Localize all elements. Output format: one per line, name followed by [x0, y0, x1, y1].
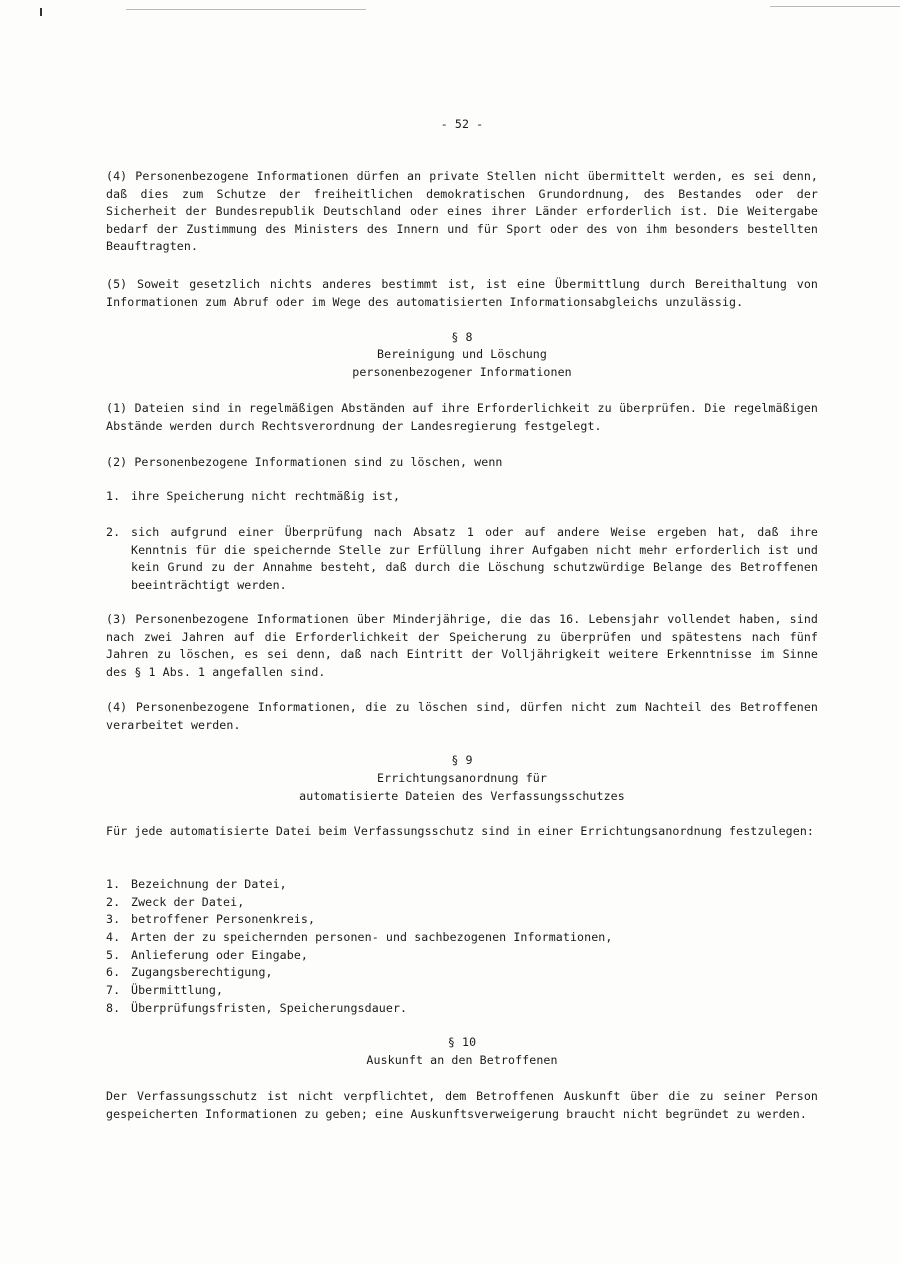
section-8-paragraph-2: (2) Personenbezogene Informationen sind zu löschen, wenn	[106, 455, 503, 469]
section-9-list-item	[106, 876, 818, 894]
section-8-title-line-1: Bereinigung und Löschung	[377, 347, 547, 361]
section-9-list-item	[106, 964, 818, 982]
section-8-paragraph-1: (1) Dateien sind in regelmäßigen Abständen auf ihre Erforderlichkeit zu überprüfen. Die regelmäßigen Abstände werden durch Rechtsverordnung der Landesregierung festgelegt.	[106, 401, 818, 433]
page-number: - 52 -	[440, 117, 484, 131]
list-item-text: Zugangsberechtigung,	[131, 965, 273, 980]
scan-edge-line	[126, 9, 366, 10]
list-item-number: 2.	[106, 525, 121, 539]
list-item-number: 8.	[106, 1000, 121, 1015]
list-item-text: betroffener Personenkreis,	[131, 912, 316, 927]
list-item-text: Übermittlung,	[131, 983, 224, 998]
section-9-title-line-1: Errichtungsanordnung für	[377, 771, 547, 785]
section-9-list-item	[106, 911, 818, 929]
list-item-text: Überprüfungsfristen, Speicherungsdauer.	[131, 1000, 408, 1015]
section-9-list-item	[106, 929, 818, 947]
section-9-list-item	[106, 947, 818, 965]
section-9-number: § 9	[451, 753, 473, 767]
list-item-number: 1.	[106, 877, 121, 891]
section-8-title-line-2: personenbezogener Informationen	[352, 365, 572, 379]
list-item-number: 2.	[106, 894, 121, 909]
list-item-text: Zweck der Datei,	[131, 894, 245, 909]
list-item-number: 5.	[106, 947, 121, 962]
section-10-paragraph: Der Verfassungsschutz ist nicht verpflichtet, dem Betroffenen Auskunft über die zu seiner Person gespeicherten Informationen zu geben; eine Auskunftsverweigerung braucht nicht begründet zu werden.	[106, 1089, 818, 1121]
section-10-number: § 10	[447, 1035, 477, 1049]
list-item-text: ihre Speicherung nicht rechtmäßig ist,	[131, 489, 401, 503]
section-8-paragraph-4: (4) Personenbezogene Informationen, die zu löschen sind, dürfen nicht zum Nachteil des Betroffenen verarbeitet werden.	[106, 700, 818, 732]
paragraph-7-5: (5) Soweit gesetzlich nichts anderes bestimmt ist, ist eine Übermittlung durch Bereithaltung von Informationen zum Abruf oder im Wege des automatisierten Informationsabgleichs unzulässig.	[106, 277, 818, 309]
section-9-list-item	[106, 1000, 818, 1018]
section-8-number: § 8	[451, 330, 473, 344]
section-8-list-item	[106, 488, 818, 506]
list-item-text: Arten der zu speichernden personen- und sachbezogenen Informationen,	[131, 930, 613, 945]
list-item-number: 1.	[106, 489, 121, 503]
section-9-list-item	[106, 982, 818, 1000]
section-9-intro: Für jede automatisierte Datei beim Verfassungsschutz sind in einer Errichtungsanordnung festzulegen:	[106, 824, 815, 838]
section-9-list-item	[106, 894, 818, 912]
section-8-list-item	[106, 524, 818, 594]
list-item-text: sich aufgrund einer Überprüfung nach Absatz 1 oder auf andere Weise ergeben hat, daß ihre Kenntnis für die speichernde Stelle zur Erfüllung ihrer Aufgaben nicht mehr erforderlich ist und kein Grund zu der Annahme besteht, daß durch die Löschung schutzwürdige Belange des Betroffenen beeinträchtigt werden.	[131, 525, 818, 592]
section-10-title: Auskunft an den Betroffenen	[366, 1053, 558, 1067]
scan-edge-line	[770, 6, 900, 7]
list-item-number: 7.	[106, 983, 121, 998]
section-9-list	[106, 876, 818, 1018]
list-item-number: 3.	[106, 912, 121, 927]
paragraph-7-4: (4) Personenbezogene Informationen dürfen an private Stellen nicht übermittelt werden, es sei denn, daß dies zum Schutze der freiheitlichen demokratischen Grundordnung, des Bestandes oder der Sicherheit der Bundesrepublik Deutschland oder eines ihrer Länder erforderlich ist. Die Weitergabe bedarf der Zustimmung des Ministers des Innern und für Sport oder des von ihm besonders bestellten Beauftragten.	[106, 169, 818, 254]
list-item-text: Anlieferung oder Eingabe,	[131, 947, 309, 962]
list-item-number: 4.	[106, 930, 121, 945]
scan-corner-mark	[40, 8, 42, 16]
list-item-number: 6.	[106, 965, 121, 980]
section-9-title-line-2: automatisierte Dateien des Verfassungsschutzes	[299, 789, 625, 803]
list-item-text: Bezeichnung der Datei,	[131, 877, 287, 891]
section-8-paragraph-3: (3) Personenbezogene Informationen über Minderjährige, die das 16. Lebensjahr vollendet haben, sind nach zwei Jahren auf die Erforderlichkeit der Speicherung zu überprüfen und spätestens nach fünf Jahren zu löschen, es sei denn, daß nach Eintritt der Volljährigkeit weitere Erkenntnisse im Sinne des § 1 Abs. 1 angefallen sind.	[106, 612, 818, 679]
